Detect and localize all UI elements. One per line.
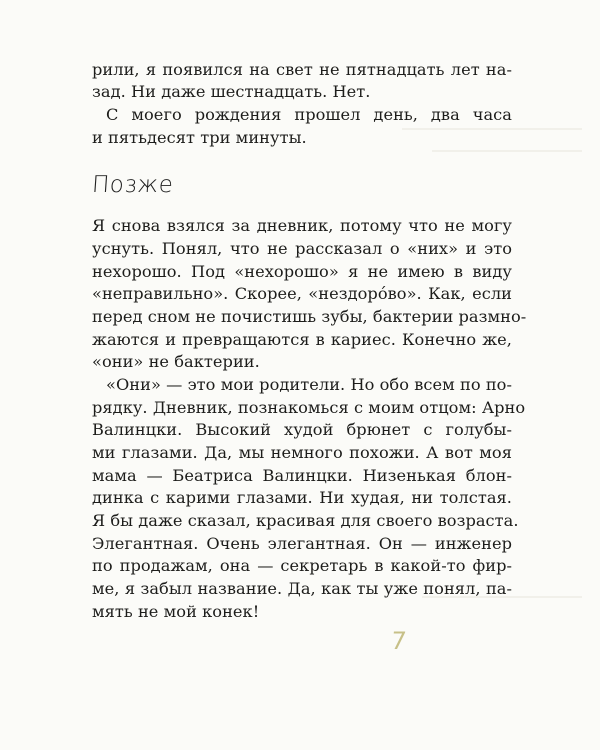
text-line: мама — Беатриса Валинцки. Низенькая блон-: [92, 466, 512, 485]
text-line: мять не мой конек!: [92, 602, 260, 621]
text-line: нехорошо. Под «нехорошо» я не имею в виду: [92, 262, 512, 281]
text-line: «они» не бактерии.: [92, 352, 260, 371]
page-number: 7: [389, 627, 408, 655]
text-line: по продажам, она — секретарь в какой-то фир-: [92, 556, 512, 575]
text-line: Я снова взялся за дневник, потому что не могу: [92, 216, 512, 235]
text-line: ме, я забыл название. Да, как ты уже понял, па-: [92, 579, 512, 598]
text-line: перед сном не почистишь зубы, бактерии размно-: [92, 307, 527, 326]
text-line: С моего рождения прошел день, два часа: [106, 105, 512, 124]
show-through-mark: [432, 150, 582, 152]
text-line: «Они» — это мои родители. Но обо всем по по-: [106, 375, 512, 394]
text-line: динка с карими глазами. Ни худая, ни толстая.: [92, 488, 512, 507]
text-line: Валинцки. Высокий худой брюнет с голубы-: [92, 420, 512, 439]
text-line: рили, я появился на свет не пятнадцать лет на-: [92, 60, 512, 79]
section-heading: Позже: [91, 172, 175, 198]
text-line: ми глазами. Да, мы немного похожи. А вот моя: [92, 443, 512, 462]
show-through-mark: [402, 128, 582, 130]
text-line: Я бы даже сказал, красивая для своего возраста.: [92, 511, 519, 530]
text-line: Элегантная. Очень элегантная. Он — инженер: [92, 534, 512, 553]
text-line: «неправильно». Скорее, «нездоро́во». Как, если: [92, 284, 512, 303]
text-line: рядку. Дневник, познакомься с моим отцом: Арно: [92, 398, 526, 417]
text-line: уснуть. Понял, что не рассказал о «них» и это: [92, 239, 512, 258]
text-line: и пятьдесят три минуты.: [92, 128, 307, 147]
text-line: жаются и превращаются в кариес. Конечно же,: [92, 330, 512, 349]
text-line: зад. Ни даже шестнадцать. Нет.: [92, 82, 371, 101]
